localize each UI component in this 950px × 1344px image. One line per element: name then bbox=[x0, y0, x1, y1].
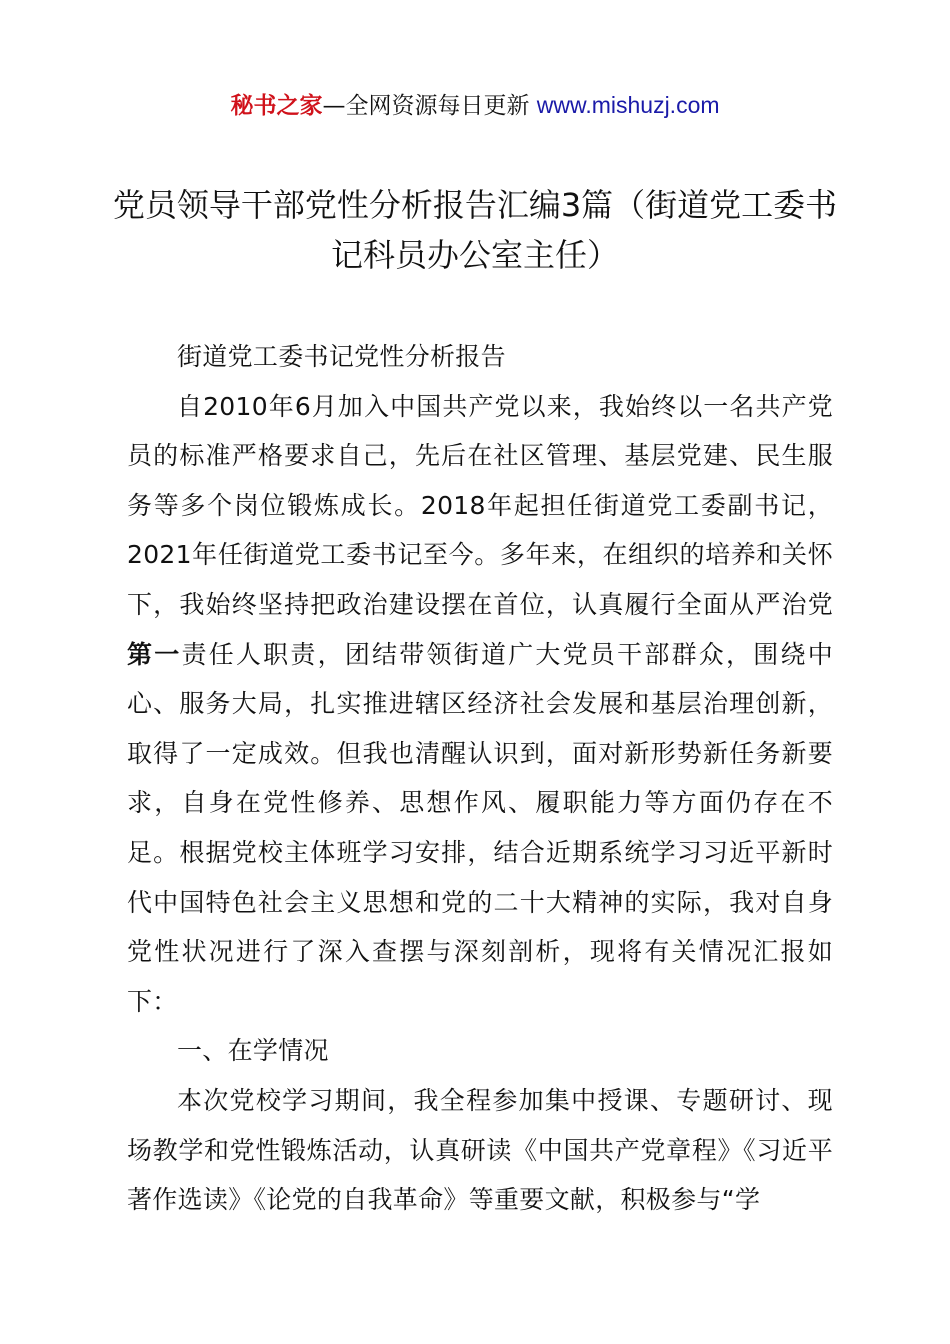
site-tagline: —全网资源每日更新 bbox=[322, 93, 537, 119]
paragraph-intro-text-b: 责任人职责，团结带领街道广大党员干部群众，围绕中心、服务大局，扎实推进辖区经济社会发展和基层治理创新，取得了一定成效。但我也清醒认识到，面对新形势新任务新要求，自身在党性修养、思想作风、履职能力等方面仍存在不足。根据党校主体班学习安排，结合近期系统学习习近平新时代中国特色社会主义思想和党的二十大精神的实际，我对自身党性状况进行了深入查摆与深刻剖析，现将有关情况汇报如下： bbox=[127, 639, 834, 1016]
paragraph-intro bbox=[127, 382, 833, 1027]
paragraph-study: 本次党校学习期间，我全程参加集中授课、专题研讨、现场教学和党性锻炼活动，认真研读《中国共产党章程》《习近平著作选读》《论党的自我革命》等重要文献，积极参与“学 bbox=[127, 1085, 833, 1215]
section-heading-study: 一、在学情况 bbox=[177, 1036, 329, 1066]
report-subtitle: 街道党工委书记党性分析报告 bbox=[177, 342, 506, 371]
paragraph-intro-text-a: 自2010年6月加入中国共产党以来，我始终以一名共产党员的标准严格要求自己，先后在社区管理、基层党建、民生服务等多个岗位锻炼成长。2018年起担任街道党工委副书记，2021年任街道党工委书记至今。多年来，在组织的培养和关怀下，我始终坚持把政治建设摆在首位，认真履行全面从严治党 bbox=[127, 391, 833, 619]
document-body bbox=[127, 332, 833, 1225]
site-url-link[interactable]: www.mishuzj.com bbox=[536, 92, 720, 118]
site-brand: 秘书之家 bbox=[230, 93, 323, 119]
site-header bbox=[0, 88, 950, 123]
document-title: 党员领导干部党性分析报告汇编3篇（街道党工委书记科员办公室主任） bbox=[112, 186, 838, 274]
paragraph-intro-bold: 第一 bbox=[127, 639, 182, 669]
